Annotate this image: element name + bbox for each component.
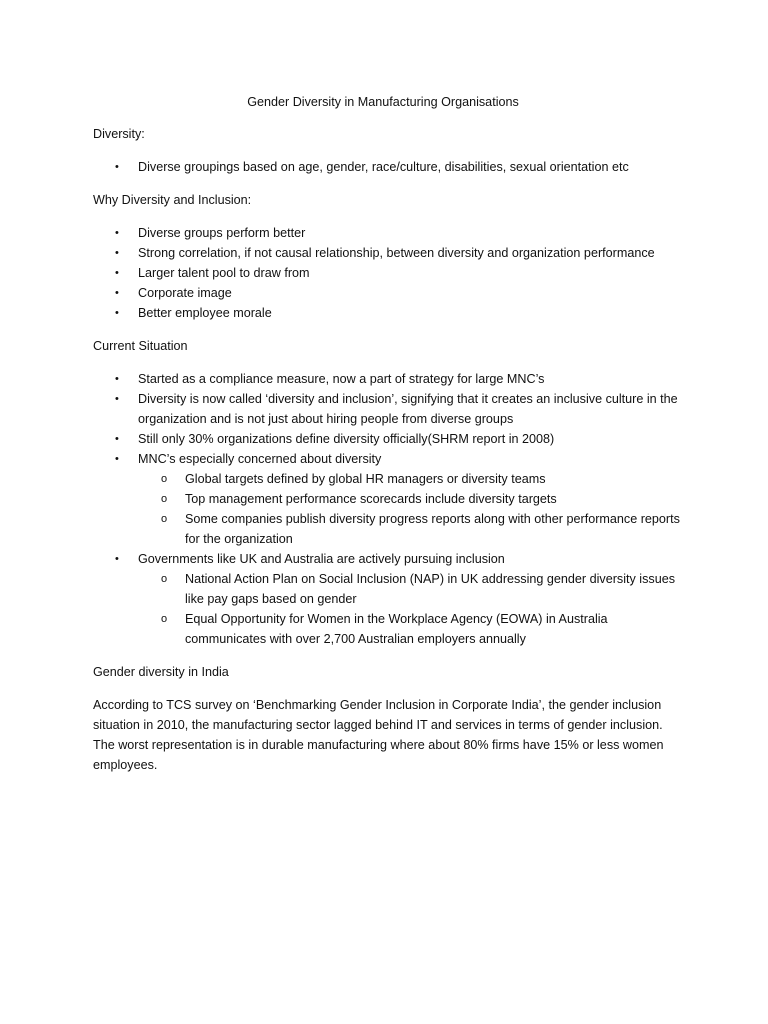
india-paragraph: According to TCS survey on ‘Benchmarking Gender Inclusion in Corporate India’, the gender inclusion situation in 2010, the manufacturing sector lagged behind IT and services in terms of gender inclusion. The worst representation is in durable manufacturing where about 80% firms have 15% or less women employees. <box>93 698 664 772</box>
current-situation-list <box>93 369 683 649</box>
sub-list-item-text: Global targets defined by global HR managers or diversity teams <box>185 472 546 486</box>
heading-current-situation: Current Situation <box>93 339 188 353</box>
sub-bullet-icon: o <box>161 613 168 625</box>
list-item-text: Corporate image <box>138 286 232 300</box>
heading-diversity: Diversity: <box>93 127 145 141</box>
sub-list-item <box>138 489 683 509</box>
sub-list-item-text: Some companies publish diversity progress reports along with other performance reports for the organization <box>185 512 680 546</box>
list-item-text: Started as a compliance measure, now a part of strategy for large MNC’s <box>138 372 545 386</box>
mnc-sublist <box>138 469 683 549</box>
bullet-icon: • <box>115 247 119 259</box>
government-sublist <box>138 569 683 649</box>
list-item <box>93 157 683 177</box>
list-item-text: Better employee morale <box>138 306 272 320</box>
bullet-icon: • <box>115 433 119 445</box>
list-item <box>93 283 683 303</box>
sub-bullet-icon: o <box>161 573 168 585</box>
bullet-icon: • <box>115 553 119 565</box>
list-item-text: Larger talent pool to draw from <box>138 266 310 280</box>
list-item <box>93 243 683 263</box>
list-item <box>93 223 683 243</box>
list-item-text: Diverse groups perform better <box>138 226 306 240</box>
heading-gender-diversity-india: Gender diversity in India <box>93 665 229 679</box>
document-body <box>93 92 683 775</box>
list-item-text: Diversity is now called ‘diversity and inclusion’, signifying that it creates an inclusive culture in the organization and is not just about hiring people from diverse groups <box>138 392 678 426</box>
bullet-icon: • <box>115 393 119 405</box>
bullet-icon: • <box>115 161 119 173</box>
sub-bullet-icon: o <box>161 473 168 485</box>
bullet-icon: • <box>115 453 119 465</box>
sub-list-item <box>138 509 683 549</box>
sub-list-item-text: National Action Plan on Social Inclusion (NAP) in UK addressing gender diversity issues like pay gaps based on gender <box>185 572 676 606</box>
why-diversity-list <box>93 223 683 323</box>
list-item <box>93 369 683 389</box>
bullet-icon: • <box>115 227 119 239</box>
bullet-icon: • <box>115 373 119 385</box>
sub-bullet-icon: o <box>161 493 168 505</box>
list-item-text: MNC’s especially concerned about diversity <box>138 452 382 466</box>
list-item <box>93 389 683 429</box>
sub-list-item-text: Top management performance scorecards include diversity targets <box>185 492 557 506</box>
list-item <box>93 449 683 549</box>
list-item <box>93 263 683 283</box>
diversity-list <box>93 157 683 177</box>
list-item-text: Governments like UK and Australia are actively pursuing inclusion <box>138 552 505 566</box>
list-item-text: Strong correlation, if not causal relationship, between diversity and organization performance <box>138 246 655 260</box>
sub-list-item-text: Equal Opportunity for Women in the Workplace Agency (EOWA) in Australia communicates with over 2,700 Australian employers annually <box>185 612 608 646</box>
sub-list-item <box>138 609 683 649</box>
list-item <box>93 429 683 449</box>
bullet-icon: • <box>115 307 119 319</box>
sub-list-item <box>138 569 683 609</box>
bullet-icon: • <box>115 267 119 279</box>
bullet-icon: • <box>115 287 119 299</box>
document-title: Gender Diversity in Manufacturing Organisations <box>247 95 519 109</box>
heading-why-diversity: Why Diversity and Inclusion: <box>93 193 252 207</box>
sub-bullet-icon: o <box>161 513 168 525</box>
list-item <box>93 303 683 323</box>
list-item-text: Still only 30% organizations define diversity officially(SHRM report in 2008) <box>138 432 555 446</box>
list-item <box>93 549 683 649</box>
sub-list-item <box>138 469 683 489</box>
list-item-text: Diverse groupings based on age, gender, race/culture, disabilities, sexual orientation etc <box>138 160 629 174</box>
